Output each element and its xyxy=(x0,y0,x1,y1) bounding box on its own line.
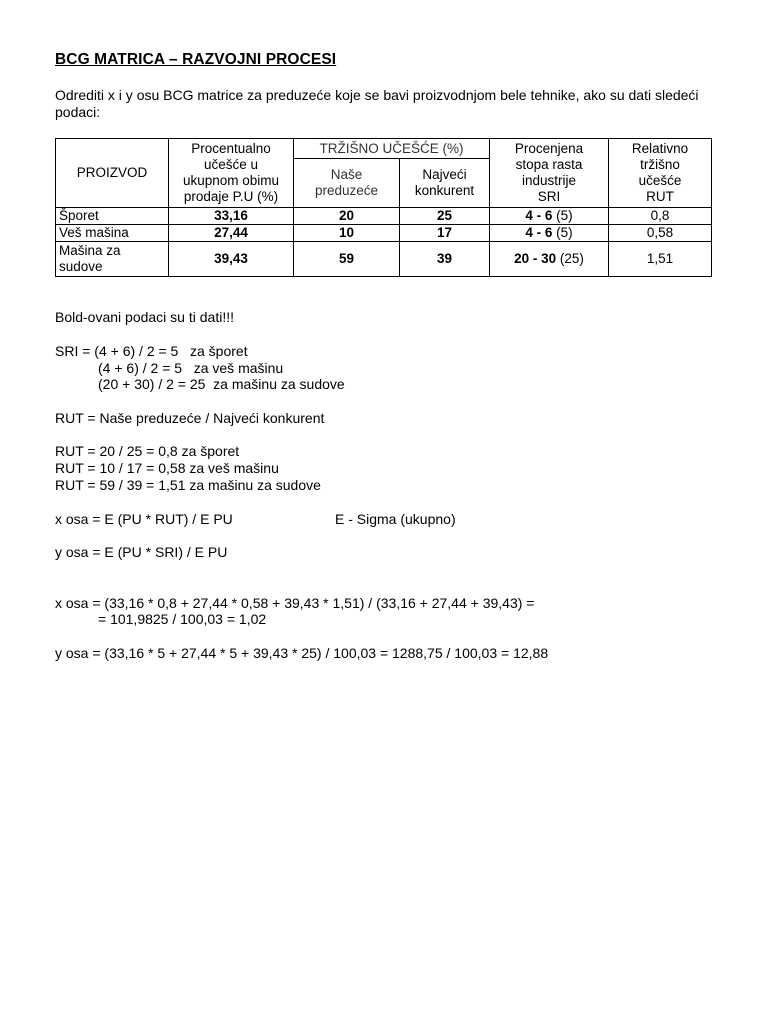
header-nase-line: Naše xyxy=(330,167,363,182)
cell-nase: 59 xyxy=(294,242,400,277)
table-row xyxy=(56,208,712,225)
cell-najveci: 17 xyxy=(400,225,490,242)
cell-pu: 39,43 xyxy=(169,242,294,277)
header-najveci-line: konkurent xyxy=(414,183,475,198)
table-row xyxy=(56,225,712,242)
rut-definition: RUT = Naše preduzeće / Najveći konkurent xyxy=(55,410,325,426)
cell-proizvod: Veš mašina xyxy=(56,225,169,242)
cell-proizvod xyxy=(56,242,169,277)
cell-sri-value: (25) xyxy=(556,251,584,266)
cell-sri xyxy=(490,208,609,225)
cell-sri xyxy=(490,242,609,277)
header-procentualno xyxy=(169,139,294,208)
cell-najveci: 39 xyxy=(400,242,490,277)
cell-sri-value: (5) xyxy=(552,225,573,240)
cell-proizvod-line: Mašina za xyxy=(59,243,121,258)
header-najveci xyxy=(400,159,490,208)
sri-formula-line: (20 + 30) / 2 = 25 za mašinu za sudove xyxy=(98,376,345,392)
x-axis-calculation-result: = 101,9825 / 100,03 = 1,02 xyxy=(98,611,267,627)
cell-sri xyxy=(490,225,609,242)
header-relativno-line: tržišno xyxy=(640,157,680,172)
cell-sri-range: 4 - 6 xyxy=(525,208,553,223)
sri-formula-line: SRI = (4 + 6) / 2 = 5 za šporet xyxy=(55,343,248,359)
header-procenjena-line: Procenjena xyxy=(514,141,584,156)
x-axis-calculation: x osa = (33,16 * 0,8 + 27,44 * 0,58 + 39,43 * 1,51) / (33,16 + 27,44 + 39,43) = xyxy=(55,595,535,611)
page-title: BCG MATRICA – RAZVOJNI PROCESI xyxy=(55,51,337,68)
table-row xyxy=(56,242,712,277)
header-relativno xyxy=(609,139,712,208)
intro-text: Odrediti x i y osu BCG matrice za preduzeće koje se bavi proizvodnjom bele tehnike, ako su dati sledeći podaci: xyxy=(55,87,699,120)
header-procenjena xyxy=(490,139,609,208)
sri-formula-line: (4 + 6) / 2 = 5 za veš mašinu xyxy=(98,360,284,376)
header-relativno-line: RUT xyxy=(646,189,674,204)
header-trzisno: TRŽIŠNO UČEŠĆE (%) xyxy=(294,139,490,159)
header-proizvod: PROIZVOD xyxy=(56,139,169,208)
cell-najveci: 25 xyxy=(400,208,490,225)
cell-nase: 20 xyxy=(294,208,400,225)
header-relativno-line: Relativno xyxy=(631,141,689,156)
y-axis-definition: y osa = E (PU * SRI) / E PU xyxy=(55,544,228,560)
header-procentualno-line: prodaje P.U (%) xyxy=(183,189,279,204)
cell-sri-value: (5) xyxy=(552,208,573,223)
cell-sri-range: 4 - 6 xyxy=(525,225,553,240)
header-nase-line: preduzeće xyxy=(314,183,379,198)
header-procentualno-line: ukupnom obimu xyxy=(182,173,280,188)
header-relativno-line: učešće xyxy=(638,173,682,188)
cell-rut: 1,51 xyxy=(609,242,712,277)
cell-sri-range: 20 - 30 xyxy=(514,251,557,266)
rut-formula-line: RUT = 10 / 17 = 0,58 za veš mašinu xyxy=(55,460,279,476)
cell-proizvod: Šporet xyxy=(56,208,169,225)
cell-rut: 0,8 xyxy=(609,208,712,225)
cell-pu: 33,16 xyxy=(169,208,294,225)
cell-pu: 27,44 xyxy=(169,225,294,242)
rut-formula-line: RUT = 59 / 39 = 1,51 za mašinu za sudove xyxy=(55,477,321,493)
y-axis-calculation: y osa = (33,16 * 5 + 27,44 * 5 + 39,43 * 25) / 100,03 = 1288,75 / 100,03 = 12,88 xyxy=(55,645,549,661)
sigma-note: E - Sigma (ukupno) xyxy=(335,511,456,527)
cell-proizvod-line: sudove xyxy=(59,259,103,274)
cell-nase: 10 xyxy=(294,225,400,242)
header-najveci-line: Najveći xyxy=(422,167,467,182)
bold-note: Bold-ovani podaci su ti dati!!! xyxy=(55,309,234,325)
header-procentualno-line: Procentualno xyxy=(191,141,271,156)
cell-rut: 0,58 xyxy=(609,225,712,242)
rut-formula-line: RUT = 20 / 25 = 0,8 za šporet xyxy=(55,443,240,459)
header-procenjena-line: SRI xyxy=(537,189,561,204)
data-table xyxy=(55,138,712,277)
header-procentualno-line: učešće u xyxy=(203,157,259,172)
header-procenjena-line: stopa rasta xyxy=(515,157,583,172)
header-nase xyxy=(294,159,400,208)
header-procenjena-line: industrije xyxy=(522,173,577,188)
x-axis-definition: x osa = E (PU * RUT) / E PU xyxy=(55,511,233,527)
